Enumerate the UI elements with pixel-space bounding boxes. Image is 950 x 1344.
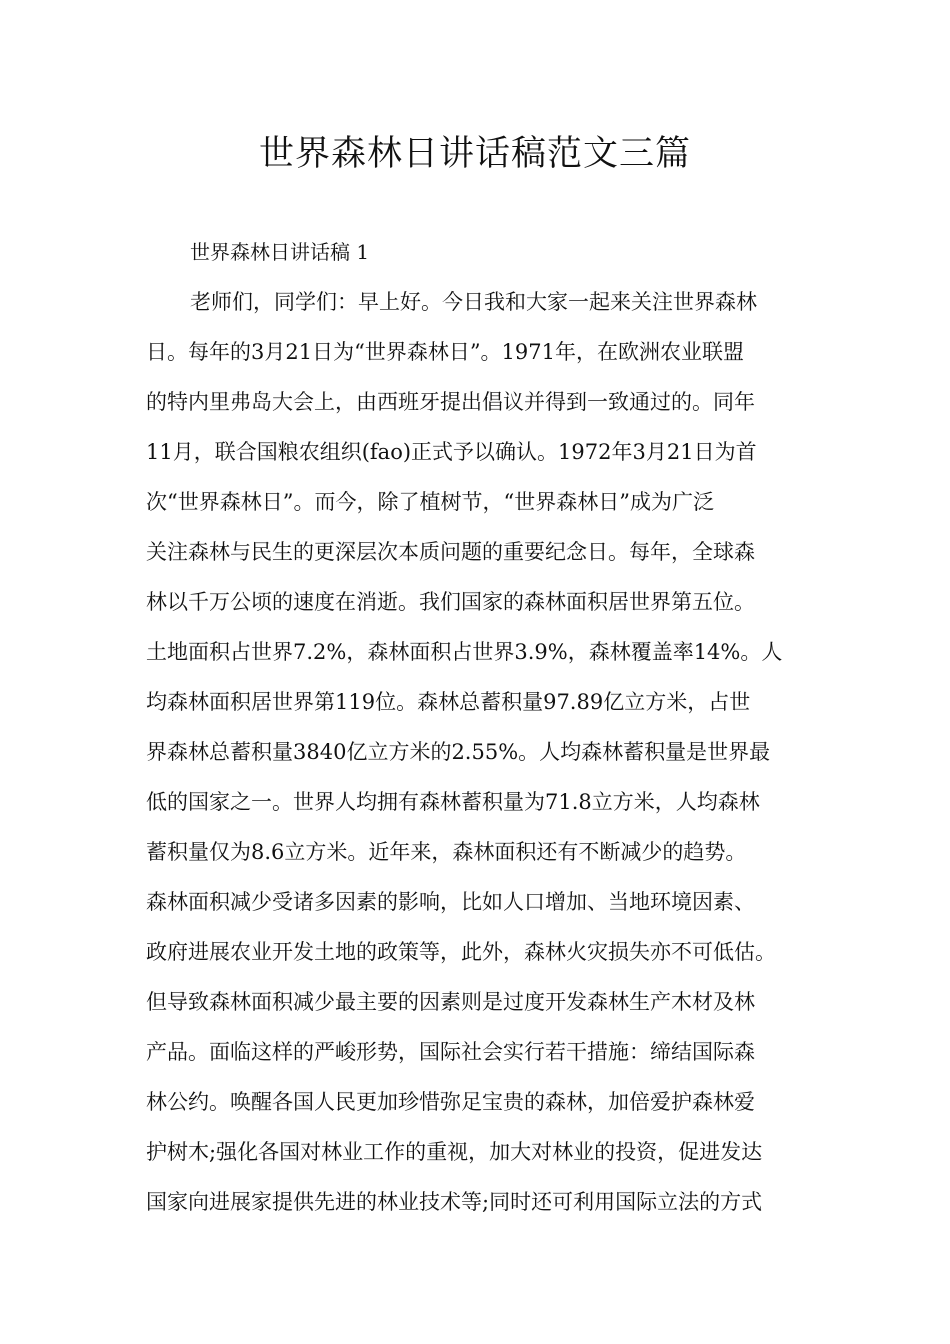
text-line: 老师们，同学们：早上好。今日我和大家一起来关注世界森林 [190, 290, 757, 314]
text-line: 11月，联合国粮农组织(fao)正式予以确认。1972年3月21日为首 [146, 440, 757, 464]
text-line: 界森林总蓄积量3840亿立方米的2.55%。人均森林蓄积量是世界最 [146, 740, 771, 764]
text-line: 土地面积占世界7.2%，森林面积占世界3.9%，森林覆盖率14%。人 [146, 640, 783, 664]
section-heading: 世界森林日讲话稿 1 [190, 240, 370, 264]
text-line: 的特内里弗岛大会上，由西班牙提出倡议并得到一致通过的。同年 [146, 390, 755, 414]
text-line: 护树木;强化各国对林业工作的重视，加大对林业的投资，促进发达 [146, 1140, 763, 1164]
text-line: 关注森林与民生的更深层次本质问题的重要纪念日。每年，全球森 [146, 540, 755, 564]
text-line: 林以千万公顷的速度在消逝。我们国家的森林面积居世界第五位。 [146, 590, 755, 614]
text-line: 但导致森林面积减少最主要的因素则是过度开发森林生产木材及林 [146, 990, 755, 1014]
document-title: 世界森林日讲话稿范文三篇 [258, 134, 691, 174]
text-line: 蓄积量仅为8.6立方米。近年来，森林面积还有不断减少的趋势。 [146, 840, 747, 864]
text-line: 均森林面积居世界第119位。森林总蓄积量97.89亿立方米，占世 [146, 690, 751, 714]
text-line: 次“世界森林日”。而今，除了植树节，“世界森林日”成为广泛 [146, 490, 714, 514]
text-line: 政府进展农业开发土地的政策等，此外，森林火灾损失亦不可低估。 [146, 940, 776, 964]
body-paragraph [146, 284, 826, 1234]
text-line: 产品。面临这样的严峻形势，国际社会实行若干措施：缔结国际森 [146, 1040, 755, 1064]
text-line: 国家向进展家提供先进的林业技术等;同时还可利用国际立法的方式 [146, 1190, 763, 1214]
text-line: 林公约。唤醒各国人民更加珍惜弥足宝贵的森林，加倍爱护森林爱 [146, 1090, 755, 1114]
text-line: 森林面积减少受诸多因素的影响，比如人口增加、当地环境因素、 [146, 890, 755, 914]
text-line: 日。每年的3月21日为“世界森林日”。1971年，在欧洲农业联盟 [146, 340, 744, 364]
text-line: 低的国家之一。世界人均拥有森林蓄积量为71.8立方米，人均森林 [146, 790, 760, 814]
